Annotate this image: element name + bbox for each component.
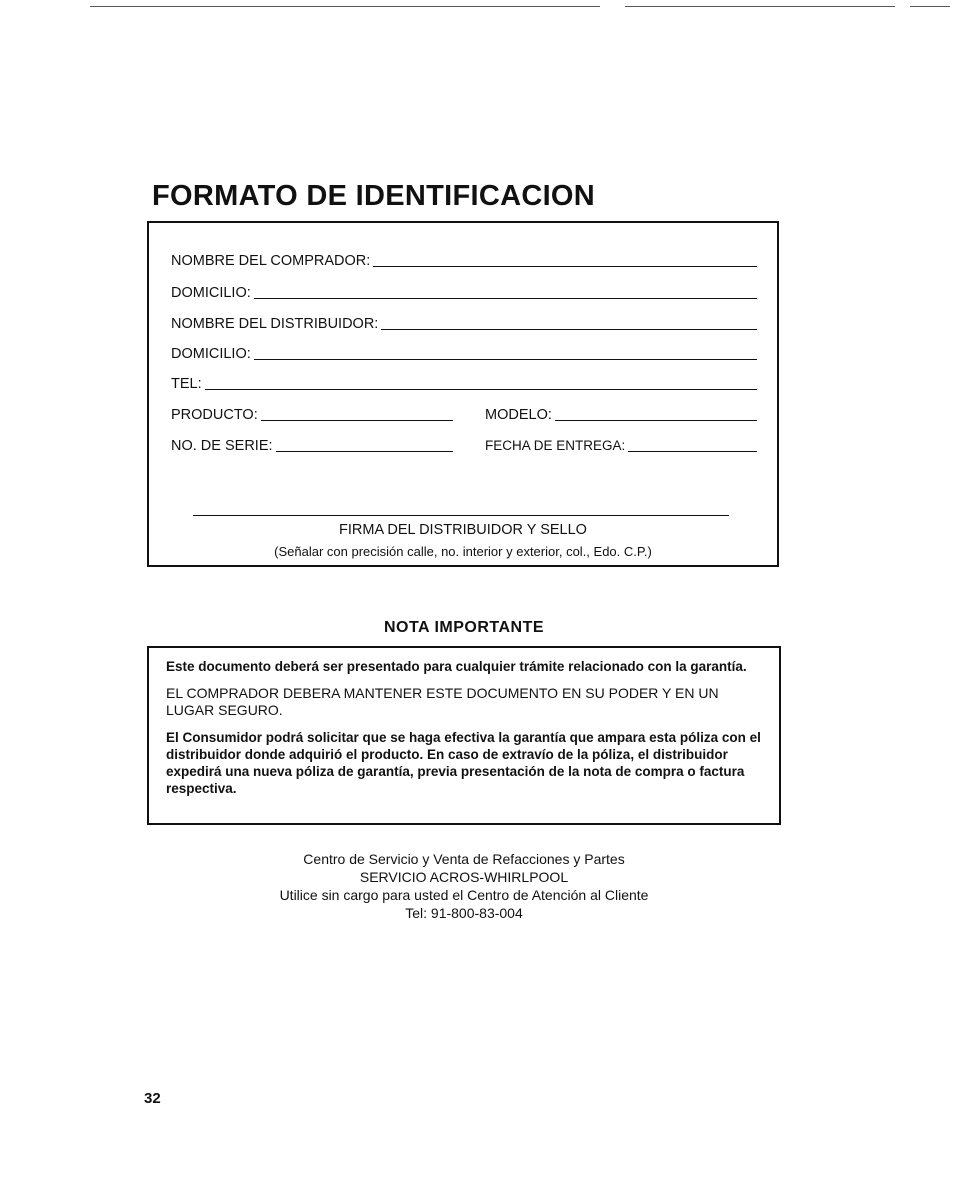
fill-line	[254, 359, 757, 360]
signature-caption: FIRMA DEL DISTRIBUIDOR Y SELLO	[339, 522, 587, 538]
scan-artifact-line	[625, 6, 895, 7]
serial-number-label: NO. DE SERIE:	[171, 438, 273, 454]
fill-line	[555, 420, 757, 421]
scan-artifact-line	[910, 6, 950, 7]
phone-field[interactable]	[171, 374, 757, 392]
scan-artifact-line	[90, 6, 600, 7]
distributor-address-field[interactable]	[171, 344, 757, 362]
model-field[interactable]	[485, 405, 757, 423]
footer	[147, 850, 781, 922]
nota-title: NOTA IMPORTANTE	[383, 619, 545, 636]
fill-line	[373, 266, 757, 267]
page-number: 32	[144, 1090, 161, 1107]
fill-line	[261, 420, 453, 421]
footer-line-3: Utilice sin cargo para usted el Centro de Atención al Cliente	[279, 887, 649, 903]
fill-line	[254, 298, 757, 299]
distributor-name-label: NOMBRE DEL DISTRIBUIDOR:	[171, 316, 379, 332]
page-title: FORMATO DE IDENTIFICACION	[152, 180, 596, 212]
nota-box	[147, 646, 781, 825]
nota-paragraph-3: El Consumidor podrá solicitar que se haga efectiva la garantía que ampara esta póliza con el distribuidor donde adquirió el producto. En caso de extravío de la póliza, el distribuidor expedirá una nueva póliza de garantía, previa presentación de la nota de compra o factura respectiva.	[166, 730, 761, 796]
nota-paragraph-1: Este documento deberá ser presentado para cualquier trámite relacionado con la garantía.	[166, 659, 747, 674]
distributor-name-field[interactable]	[171, 314, 757, 332]
buyer-name-field[interactable]	[171, 251, 757, 269]
signature-line[interactable]	[193, 515, 729, 516]
footer-line-2: SERVICIO ACROS-WHIRLPOOL	[359, 869, 569, 885]
buyer-address-label: DOMICILIO:	[171, 285, 251, 301]
distributor-address-label: DOMICILIO:	[171, 346, 251, 362]
product-label: PRODUCTO:	[171, 407, 258, 423]
fill-line	[276, 451, 453, 452]
delivery-date-label: FECHA DE ENTREGA:	[485, 438, 626, 453]
buyer-address-field[interactable]	[171, 283, 757, 301]
serial-number-field[interactable]	[171, 436, 453, 454]
nota-paragraph-2: EL COMPRADOR DEBERA MANTENER ESTE DOCUMENTO EN SU PODER Y EN UN LUGAR SEGURO.	[166, 685, 719, 718]
fill-line	[381, 329, 757, 330]
model-label: MODELO:	[485, 407, 552, 423]
footer-phone: Tel: 91-800-83-004	[405, 905, 523, 921]
phone-label: TEL:	[171, 376, 202, 392]
signature-note: (Señalar con precisión calle, no. interior y exterior, col., Edo. C.P.)	[274, 544, 652, 559]
buyer-name-label: NOMBRE DEL COMPRADOR:	[171, 253, 371, 269]
fill-line	[205, 389, 757, 390]
delivery-date-field[interactable]	[485, 436, 757, 454]
fill-line	[628, 451, 757, 452]
identification-form	[147, 221, 779, 567]
product-field[interactable]	[171, 405, 453, 423]
footer-line-1: Centro de Servicio y Venta de Refacciones y Partes	[303, 851, 625, 867]
